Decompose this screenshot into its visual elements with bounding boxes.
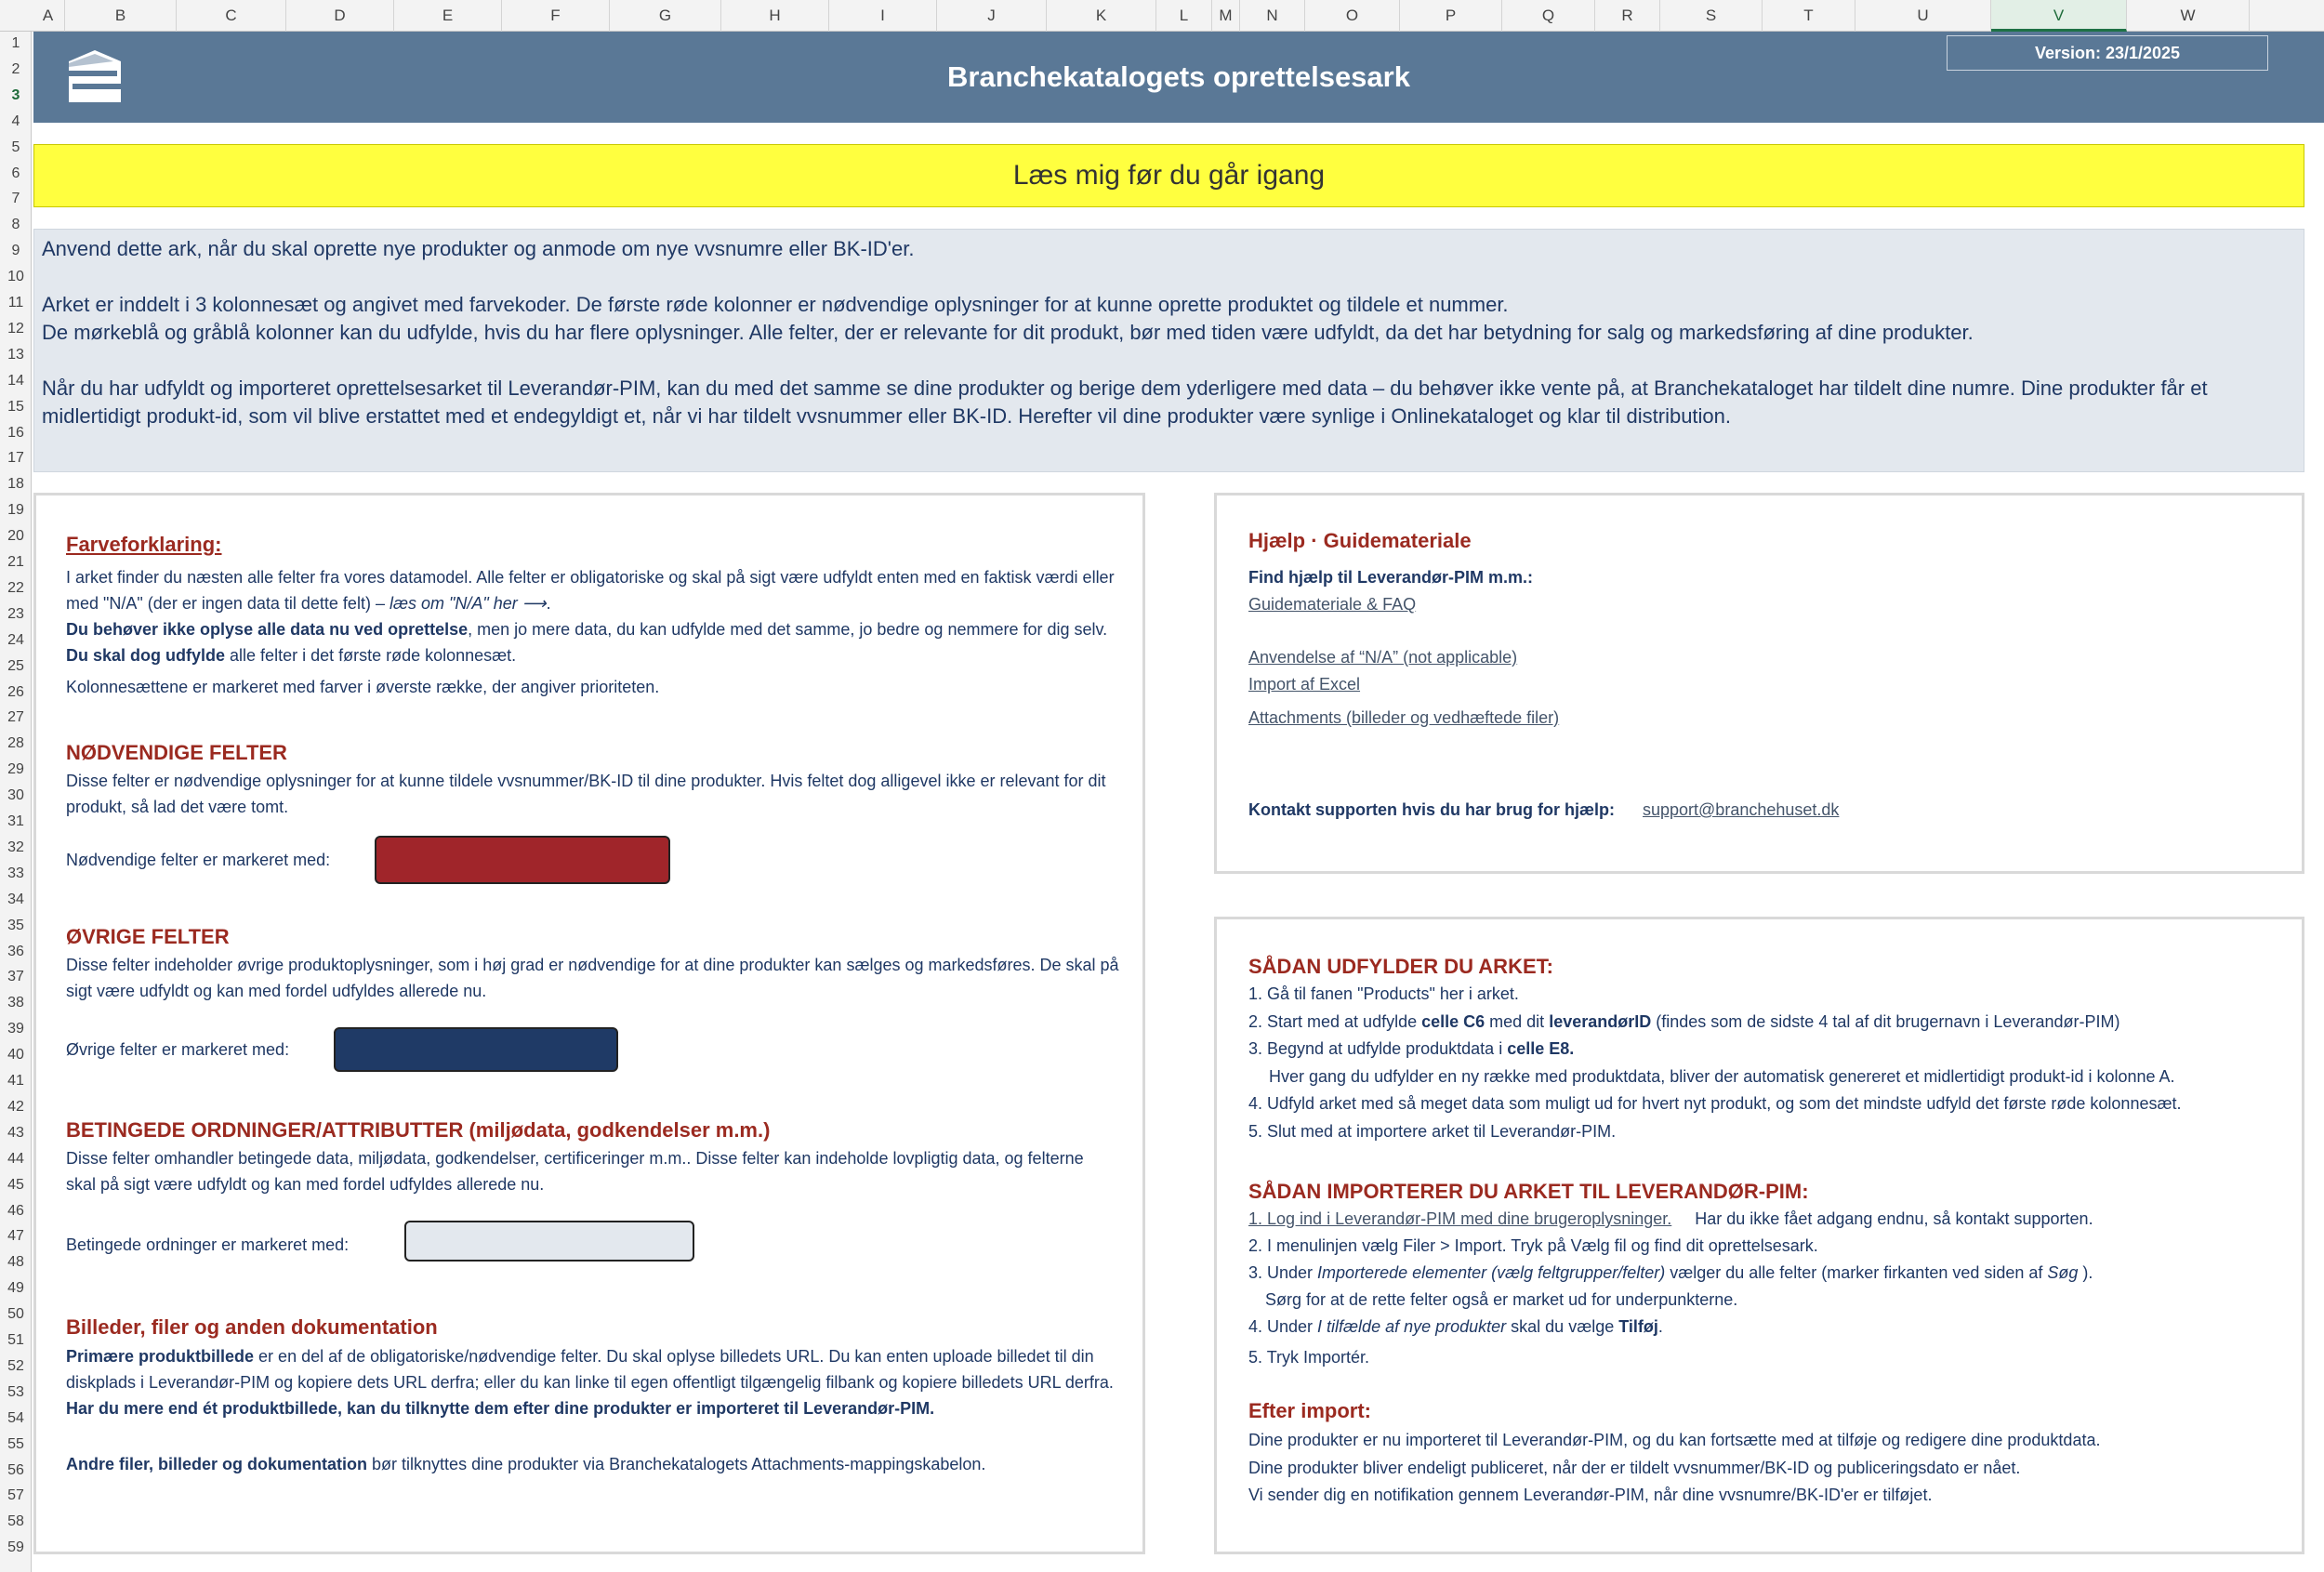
version-label[interactable]: Version: 23/1/2025 bbox=[1947, 35, 2268, 71]
other-fields-heading: ØVRIGE FELTER bbox=[66, 925, 230, 948]
row-header-42[interactable]: 42 bbox=[7, 1098, 24, 1115]
row-header-28[interactable]: 28 bbox=[7, 735, 24, 752]
column-header-l[interactable]: L bbox=[1156, 0, 1212, 32]
column-header-c[interactable]: C bbox=[177, 0, 286, 32]
row-header-4[interactable]: 4 bbox=[11, 112, 20, 129]
row-header-14[interactable]: 14 bbox=[7, 372, 24, 389]
column-header-h[interactable]: H bbox=[721, 0, 829, 32]
row-header-38[interactable]: 38 bbox=[7, 995, 24, 1011]
row-header-5[interactable]: 5 bbox=[11, 139, 20, 155]
row-header-12[interactable]: 12 bbox=[7, 320, 24, 337]
column-header-d[interactable]: D bbox=[286, 0, 394, 32]
row-header-24[interactable]: 24 bbox=[7, 631, 24, 648]
column-header-q[interactable]: Q bbox=[1502, 0, 1595, 32]
column-header-n[interactable]: N bbox=[1240, 0, 1305, 32]
help-panel bbox=[1214, 493, 2304, 874]
row-header-37[interactable]: 37 bbox=[7, 969, 24, 985]
row-header-31[interactable]: 31 bbox=[7, 813, 24, 829]
row-header-10[interactable]: 10 bbox=[7, 269, 24, 285]
row-header-21[interactable]: 21 bbox=[7, 554, 24, 570]
required-marker-label: Nødvendige felter er markeret med: bbox=[66, 851, 331, 869]
column-header-g[interactable]: G bbox=[610, 0, 721, 32]
conditional-heading: BETINGEDE ORDNINGER/ATTRIBUTTER (miljødata, godkendelser m.m.) bbox=[66, 1118, 771, 1142]
column-header-k[interactable]: K bbox=[1047, 0, 1156, 32]
color-legend-panel bbox=[33, 493, 1145, 1554]
header-banner bbox=[33, 32, 2324, 123]
na-usage-link[interactable]: Anvendelse af “N/A” (not applicable) bbox=[1248, 648, 1518, 667]
intro-paragraph-2a: Arket er inddelt i 3 kolonnesæt og angivet med farvekoder. De første røde kolonner er nødvendige oplysninger for at kunne oprette produktet og tildele et nummer. bbox=[42, 293, 1509, 316]
row-header-8[interactable]: 8 bbox=[11, 217, 20, 233]
column-header-u[interactable]: U bbox=[1855, 0, 1991, 32]
row-header-13[interactable]: 13 bbox=[7, 346, 24, 363]
row-header-41[interactable]: 41 bbox=[7, 1073, 24, 1089]
row-header-18[interactable]: 18 bbox=[7, 476, 24, 493]
row-header-48[interactable]: 48 bbox=[7, 1254, 24, 1271]
help-find-label: Find hjælp til Leverandør-PIM m.m.: bbox=[1248, 568, 1534, 587]
row-header-20[interactable]: 20 bbox=[7, 528, 24, 545]
import-steps: 1. Log ind i Leverandør-PIM med dine brugeroplysninger. Har du ikke fået adgang endnu, så kontakt supporten. 2. I menulinjen vælg Filer > Import. Tryk på Vælg fil og find dit oprettelsesark. 3. Under Importerede elementer (vælg feltgrupper/felter) vælger du alle felter (marker firkanten ved siden af Søg ). Sørg for at de rette felter også er market ud for underpunkterne. 4. Under I tilfælde af nye produkter skal du vælge Tilføj. 5. Tryk Importér. bbox=[1248, 1209, 2093, 1367]
row-header-36[interactable]: 36 bbox=[7, 943, 24, 959]
row-header-58[interactable]: 58 bbox=[7, 1513, 24, 1530]
help-heading: Hjælp · Guidemateriale bbox=[1248, 529, 1472, 552]
required-fields-heading: NØDVENDIGE FELTER bbox=[66, 741, 287, 764]
guide-faq-link[interactable]: Guidemateriale & FAQ bbox=[1248, 595, 1417, 614]
row-header-15[interactable]: 15 bbox=[7, 398, 24, 415]
row-header-47[interactable]: 47 bbox=[7, 1228, 24, 1245]
other-color-swatch bbox=[334, 1027, 618, 1072]
row-header-51[interactable]: 51 bbox=[7, 1332, 24, 1348]
row-header-23[interactable]: 23 bbox=[7, 605, 24, 622]
row-header-40[interactable]: 40 bbox=[7, 1047, 24, 1063]
row-header-16[interactable]: 16 bbox=[7, 424, 24, 441]
column-header-s[interactable]: S bbox=[1660, 0, 1763, 32]
row-header-3[interactable]: 3 bbox=[11, 86, 20, 103]
row-header-11[interactable]: 11 bbox=[7, 295, 24, 310]
login-link[interactable]: 1. Log ind i Leverandør-PIM med dine brugeroplysninger. bbox=[1248, 1209, 1672, 1228]
attachments-link[interactable]: Attachments (billeder og vedhæftede filer) bbox=[1248, 708, 1560, 727]
after-import-heading: Efter import: bbox=[1248, 1399, 1371, 1422]
row-header-7[interactable]: 7 bbox=[11, 191, 20, 207]
required-color-swatch bbox=[375, 836, 670, 884]
required-fields-text: Disse felter er nødvendige oplysninger for at kunne tildele vvsnummer/BK-ID til dine produkter. Hvis feltet dog alligevel ikke er relevant for dit produkt, så lad det være tomt. bbox=[66, 772, 1106, 816]
column-header-o[interactable]: O bbox=[1305, 0, 1400, 32]
row-header-6[interactable]: 6 bbox=[11, 165, 20, 181]
row-header-34[interactable]: 34 bbox=[7, 891, 24, 907]
row-header-17[interactable]: 17 bbox=[7, 450, 24, 467]
conditional-marker-label: Betingede ordninger er markeret med: bbox=[66, 1235, 350, 1254]
row-header-27[interactable]: 27 bbox=[7, 709, 24, 726]
import-excel-link[interactable]: Import af Excel bbox=[1248, 675, 1361, 694]
page-title: Branchekatalogets oprettelsesark bbox=[947, 60, 1410, 93]
row-header-2[interactable]: 2 bbox=[11, 60, 20, 77]
row-header-45[interactable]: 45 bbox=[7, 1176, 24, 1193]
row-header-32[interactable]: 32 bbox=[7, 839, 24, 855]
other-fields-text: Disse felter indeholder øvrige produktoplysninger, som i høj grad er nødvendige for at dine produkter kan sælges og markedsføres. De skal på sigt være udfyldt og kan med fordel udfyldes allerede nu. bbox=[66, 956, 1119, 1000]
support-email-link[interactable]: support@branchehuset.dk bbox=[1643, 800, 1840, 819]
na-link[interactable]: læs om "N/A" her ⟶ bbox=[389, 594, 547, 613]
column-header-w[interactable]: W bbox=[2127, 0, 2250, 32]
files-text: Primære produktbillede er en del af de obligatoriske/nødvendige felter. Du skal oplyse billedets URL. Du kan enten uploade billedet til din diskplads i Leverandør-PIM og kopiere dets URL derfra; eller du kan linke til egen offentligt tilgængelig filbank og kopiere billedets URL derfra. Har du mere end ét produktbillede, kan du tilknytte dem efter dine produkter er importeret til Leverandør-PIM. Andre filer, billeder og dokumentation bør tilknyttes dine produkter via Branchekatalogets Attachments-mappingskabelon. bbox=[66, 1347, 1114, 1473]
row-header-57[interactable]: 57 bbox=[7, 1487, 24, 1504]
readme-bar[interactable]: Læs mig før du går igang bbox=[33, 144, 2304, 207]
column-header-f[interactable]: F bbox=[502, 0, 610, 32]
contact-label: Kontakt supporten hvis du har brug for hjælp: bbox=[1248, 800, 1615, 819]
row-header-49[interactable]: 49 bbox=[7, 1280, 24, 1297]
legend-text: I arket finder du næsten alle felter fra vores datamodel. Alle felter er obligatoriske og skal på sigt være udfyldt enten med en faktisk værdi eller med "N/A" (der er ingen data til dette felt) – læs om "N/A" her ⟶. Du behøver ikke oplyse alle data nu ved oprettelse, men jo mere data, du kan udfylde med det samme, jo bedre og nemmere for dig selv. Du skal dog udfylde alle felter i det første røde kolonnesæt. Kolonnesættene er markeret med farver i øverste række, der angiver prioriteten. bbox=[66, 568, 1115, 696]
row-header-39[interactable]: 39 bbox=[7, 1021, 24, 1037]
conditional-color-swatch bbox=[404, 1221, 694, 1262]
column-header-v[interactable]: V bbox=[1991, 0, 2127, 32]
row-header-55[interactable]: 55 bbox=[7, 1435, 24, 1452]
column-header-t[interactable]: T bbox=[1763, 0, 1855, 32]
row-header-29[interactable]: 29 bbox=[7, 761, 24, 778]
row-header-35[interactable]: 35 bbox=[7, 917, 24, 933]
row-header-46[interactable]: 46 bbox=[7, 1202, 24, 1219]
after-import-text: Dine produkter er nu importeret til Leverandør-PIM, og du kan fortsætte med at tilføje og redigere dine produktdata. Dine produkter bliver endeligt publiceret, når der er tildelt vvsnummer/BK-ID og publiceringsdato er nået. Vi sender dig en notifikation gennem Leverandør-PIM, når dine vvsnumre/BK-ID'er er tilføjet. bbox=[1248, 1431, 2101, 1504]
row-header-44[interactable]: 44 bbox=[7, 1150, 24, 1167]
row-header-52[interactable]: 52 bbox=[7, 1357, 24, 1374]
column-header-m[interactable]: M bbox=[1212, 0, 1240, 32]
fill-steps: 1. Gå til fanen "Products" her i arket. 2. Start med at udfylde celle C6 med dit leverandørID (findes som de sidste 4 tal af dit brugernavn i Leverandør-PIM) 3. Begynd at udfylde produktdata i celle E8. Hver gang du udfylder en ny række med produktdata, bliver der automatisk genereret et midlertidigt produkt-id i kolonne A. 4. Udfyld arket med så meget data som muligt ud for hvert nyt produkt, og som det mindste udfyld det første røde kolonnesæt. 5. Slut med at importere arket til Leverandør-PIM. bbox=[1248, 984, 2182, 1141]
column-header-i[interactable]: I bbox=[829, 0, 937, 32]
column-header-p[interactable]: P bbox=[1400, 0, 1502, 32]
row-header-25[interactable]: 25 bbox=[7, 657, 24, 674]
row-header-56[interactable]: 56 bbox=[7, 1461, 24, 1478]
files-heading: Billeder, filer og anden dokumentation bbox=[66, 1315, 438, 1339]
fill-heading: SÅDAN UDFYLDER DU ARKET: bbox=[1248, 955, 1553, 978]
row-header-43[interactable]: 43 bbox=[7, 1124, 24, 1141]
row-header-bar bbox=[0, 32, 32, 1572]
intro-section bbox=[33, 229, 2304, 472]
row-header-59[interactable]: 59 bbox=[7, 1539, 24, 1556]
row-header-26[interactable]: 26 bbox=[7, 683, 24, 700]
howto-panel bbox=[1214, 917, 2304, 1554]
column-header-b[interactable]: B bbox=[65, 0, 177, 32]
row-header-19[interactable]: 19 bbox=[7, 502, 24, 519]
row-header-33[interactable]: 33 bbox=[7, 865, 24, 881]
row-header-53[interactable]: 53 bbox=[7, 1383, 24, 1400]
column-header-j[interactable]: J bbox=[937, 0, 1047, 32]
row-header-30[interactable]: 30 bbox=[7, 787, 24, 804]
row-header-1[interactable]: 1 bbox=[11, 35, 20, 51]
conditional-text: Disse felter omhandler betingede data, miljødata, godkendelser, certificeringer m.m.. Disse felter kan indeholde lovpligtig data, og felterne skal på sigt være udfyldt og kan med fordel udfyldes allerede nu. bbox=[66, 1149, 1084, 1194]
column-header-r[interactable]: R bbox=[1595, 0, 1660, 32]
import-heading: SÅDAN IMPORTERER DU ARKET TIL LEVERANDØR-PIM: bbox=[1248, 1180, 1809, 1203]
row-header-50[interactable]: 50 bbox=[7, 1306, 24, 1323]
intro-paragraph-3: Når du har udfyldt og importeret oprettelsesarket til Leverandør-PIM, kan du med det samme se dine produkter og berige dem yderligere med data – du behøver ikke vente på, at Branchekataloget har tildelt dine numre. Dine produkter får et midlertidigt produkt-id, som vil blive erstattet med et endegyldigt et, når vi har tildelt vvsnummer eller BK-ID. Herefter vil dine produkter være synlige i Onlinekataloget og klar til distribution. bbox=[42, 376, 2208, 428]
other-marker-label: Øvrige felter er markeret med: bbox=[66, 1040, 290, 1059]
intro-paragraph-1: Anvend dette ark, når du skal oprette nye produkter og anmode om nye vvsnumre eller BK-ID'er. bbox=[42, 237, 915, 260]
column-header-a[interactable]: A bbox=[32, 0, 65, 32]
row-header-54[interactable]: 54 bbox=[7, 1409, 24, 1426]
column-header-e[interactable]: E bbox=[394, 0, 502, 32]
intro-paragraph-2b: De mørkeblå og gråblå kolonner kan du udfylde, hvis du har flere oplysninger. Alle felter, der er relevante for dit produkt, bør med tiden være udfyldt, da det har betydning for salg og markedsføring af dine produkter. bbox=[42, 321, 1974, 344]
column-header-bar bbox=[0, 0, 2324, 32]
row-header-22[interactable]: 22 bbox=[7, 579, 24, 596]
legend-heading: Farveforklaring: bbox=[66, 533, 222, 556]
row-header-9[interactable]: 9 bbox=[11, 243, 20, 259]
